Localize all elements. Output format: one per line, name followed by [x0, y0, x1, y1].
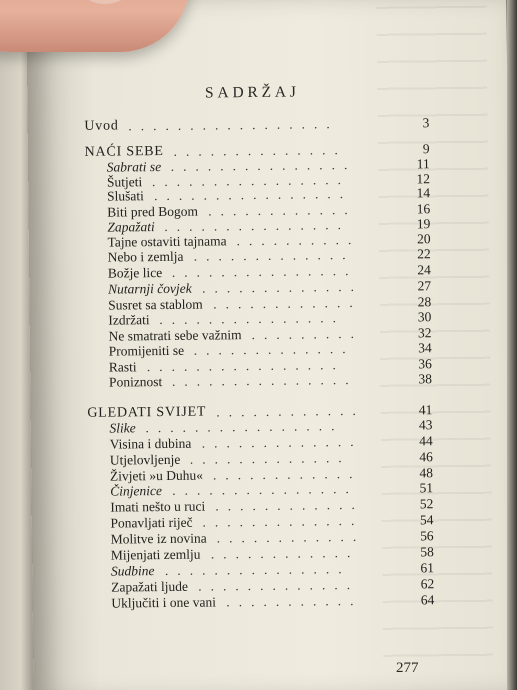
toc-entry-page: 41	[418, 402, 433, 418]
toc-entry-label: Susret sa stablom	[108, 296, 203, 313]
toc-entry-label: Ponavljati riječ	[110, 514, 193, 531]
toc-entry-label: GLEDATI SVIJET	[87, 404, 207, 421]
toc-entry-page: 36	[418, 356, 432, 372]
toc-entry-label: Živjeti »u Duhu«	[109, 467, 204, 484]
toc-entry-page: 54	[419, 512, 434, 528]
toc-leader-dots: .............	[193, 341, 355, 358]
toc-leader-dots: ...............	[164, 217, 351, 234]
toc-entry-label: Slušati	[106, 188, 144, 204]
toc-entry-page: 43	[418, 417, 433, 433]
toc-entry-page: 62	[420, 576, 435, 592]
toc-leader-dots: ...............	[171, 262, 358, 280]
toc-leader-dots: ...............	[172, 480, 358, 498]
toc-entry-page: 20	[416, 231, 431, 247]
toc-entry-page: 48	[419, 465, 434, 481]
toc-entry-label: Uvod	[84, 118, 119, 134]
toc-entry-page: 38	[418, 371, 433, 387]
toc-entry-label: Mijenjati zemlju	[110, 546, 201, 563]
toc-entry-page: 61	[420, 560, 435, 576]
toc-leader-dots: ...........	[226, 592, 363, 610]
toc-entry-page: 44	[419, 433, 433, 449]
toc-leader-dots: ...............	[159, 310, 346, 328]
toc-entry-page: 46	[419, 449, 433, 465]
toc-leader-dots: .............	[198, 576, 360, 594]
toc-leader-dots: ................	[151, 172, 350, 190]
toc-entry-label: Molitve iz novina	[110, 530, 207, 547]
toc-entry-label: Imati nešto u ruci	[110, 498, 206, 515]
page-title: SADRŽAJ	[204, 83, 300, 102]
toc-leader-dots: ............	[210, 544, 360, 562]
toc-leader-dots: .................	[128, 116, 339, 134]
toc-entry-label: Sabrati se	[106, 159, 162, 175]
toc-entry-label: Nutarnji čovjek	[107, 280, 192, 297]
toc-entry-page: 56	[420, 528, 434, 544]
toc-leader-dots: .............	[193, 247, 355, 264]
toc-entry-page: 12	[416, 171, 430, 187]
toc-entry-label: Rasti	[108, 359, 137, 375]
page-number: 277	[396, 660, 419, 676]
toc-entry-page: 51	[419, 480, 434, 496]
toc-entry-page: 28	[417, 294, 432, 310]
toc-entry-label: Promijeniti se	[108, 342, 185, 359]
toc-leader-dots: ............	[215, 496, 364, 514]
toc-entry-page: 14	[416, 185, 431, 201]
toc-entry-label: Šutjeti	[106, 174, 143, 190]
toc-leader-dots: ............	[213, 294, 362, 312]
toc-entry-page: 3	[422, 115, 430, 131]
toc-leader-dots: ..........	[236, 231, 361, 249]
toc-entry-label: NAĆI SEBE	[84, 143, 164, 160]
toc-entry-label: Uključiti i one vani	[111, 594, 217, 611]
toc-entry-label: Nebo i zemlja	[107, 248, 184, 265]
toc-entry-label: Božje lice	[107, 265, 163, 281]
toc-entry-label: Zapažati ljude	[111, 578, 189, 595]
toc-leader-dots: ................	[145, 418, 344, 436]
toc-entry-page: 19	[416, 216, 431, 232]
toc-entry-label: Činjenice	[110, 483, 162, 499]
toc-leader-dots: .............	[201, 433, 363, 451]
toc-entry-label: Sudbine	[110, 563, 155, 579]
toc-entry-page: 24	[417, 262, 431, 278]
toc-entry-label: Izdržati	[108, 312, 150, 328]
toc-entry-page: 27	[417, 278, 432, 294]
toc-entry-page: 11	[416, 156, 430, 172]
toc-leader-dots: ...............	[164, 561, 351, 579]
toc-leader-dots: ................	[146, 357, 345, 375]
toc-leader-dots: .........	[251, 325, 363, 343]
toc-entry-label: Poniznost	[108, 374, 163, 390]
toc-entry-label: Tajne ostaviti tajnama	[107, 233, 227, 250]
toc-leader-dots: ................	[153, 186, 353, 204]
toc-entry-label: Slike	[109, 420, 136, 436]
toc-leader-dots: ............	[216, 528, 366, 546]
toc-leader-dots: ............	[208, 201, 357, 219]
toc-entry-page: 64	[420, 592, 435, 608]
toc-entry-label: Ne smatrati sebe važnim	[108, 327, 242, 344]
toc-leader-dots: ...............	[171, 371, 358, 389]
toc-entry-label: Visina i dubina	[109, 435, 192, 452]
toc-leader-dots: .............	[201, 278, 363, 296]
toc-entry-page: 30	[417, 309, 432, 325]
toc-leader-dots: ............	[212, 465, 362, 483]
toc-entry-page: 58	[420, 544, 434, 560]
toc-entry	[0, 113, 514, 136]
toc-leader-dots: ..............	[173, 142, 347, 159]
toc-leader-dots: .............	[189, 450, 351, 467]
toc-entry-page: 9	[422, 141, 430, 157]
toc-entry-page: 32	[417, 325, 432, 341]
toc-leader-dots: ............	[216, 402, 365, 420]
toc-entry-label: Utjelovljenje	[109, 451, 181, 468]
toc-entry-label: Zapažati	[107, 219, 155, 235]
toc-leader-dots: .............	[202, 512, 364, 530]
toc-entry-label: Biti pred Bogom	[107, 203, 199, 220]
toc-leader-dots: ...............	[170, 156, 357, 174]
toc-entry-page: 34	[418, 340, 432, 356]
toc-entry-page: 52	[419, 496, 434, 512]
toc-entry-page: 16	[416, 201, 431, 217]
toc-entry-page: 22	[417, 246, 431, 262]
